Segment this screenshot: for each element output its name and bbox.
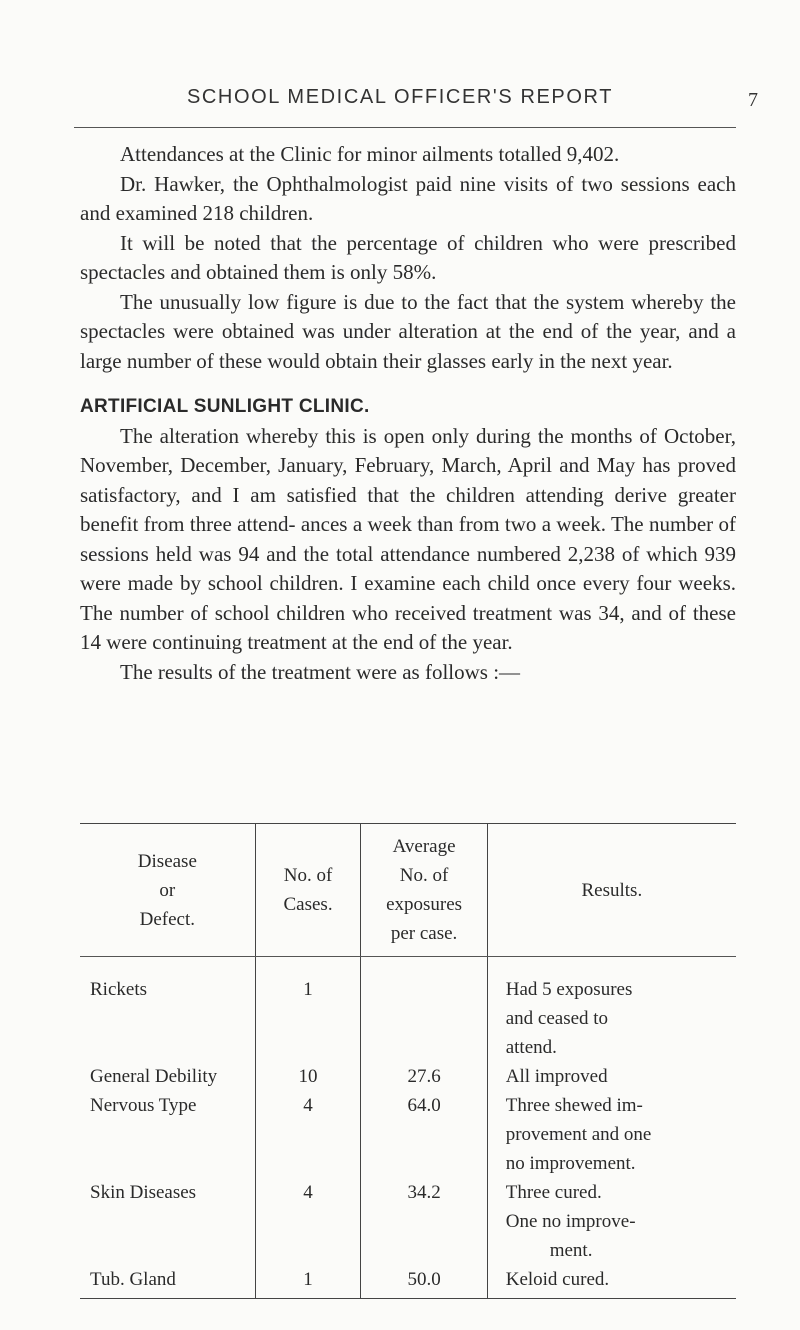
paragraph-minor-ailments: Attendances at the Clinic for minor ailments totalled 9,402.	[120, 142, 620, 166]
table-row	[80, 957, 736, 1063]
cell-cases: 4	[255, 1091, 361, 1178]
running-title: SCHOOL MEDICAL OFFICER'S REPORT	[186, 86, 614, 108]
header-text: Defect.	[139, 908, 196, 930]
result-line: Keloid cured.	[505, 1269, 610, 1290]
report-body	[80, 140, 736, 687]
result-line: and ceased to	[505, 1008, 609, 1029]
cell-average: 27.6	[361, 1062, 487, 1091]
result-line: All improved	[505, 1066, 608, 1087]
result-line: Three shewed im-	[505, 1095, 643, 1116]
paragraph-ophthalmologist: Dr. Hawker, the Ophthalmologist paid nine visits of two sessions each and examined 218 children.	[80, 171, 736, 225]
table-row	[80, 1178, 736, 1265]
cell-results	[487, 957, 736, 1063]
cell-disease: Rickets	[90, 979, 147, 1000]
paragraph-spectacles-percentage: It will be noted that the percentage of children who were prescribed spectacles and obtained them is only 58%.	[80, 230, 736, 284]
header-text: exposures	[386, 894, 463, 915]
header-text: per case.	[390, 923, 458, 944]
cell-cases: 10	[255, 1062, 361, 1091]
header-rule	[74, 127, 736, 128]
header-cases	[255, 824, 361, 957]
cell-cases: 1	[255, 1265, 361, 1299]
header-text: No. of	[283, 865, 333, 886]
cell-average	[361, 957, 487, 1063]
cell-results	[487, 1178, 736, 1265]
cell-results	[487, 1091, 736, 1178]
cell-disease: Skin Diseases	[90, 1182, 197, 1203]
section-heading: ARTIFICIAL SUNLIGHT CLINIC.	[80, 396, 370, 417]
result-line: no improvement.	[505, 1153, 636, 1174]
table-row	[80, 1091, 736, 1178]
page-header	[0, 86, 800, 118]
header-text: Disease	[137, 850, 197, 872]
header-text: Cases.	[283, 894, 333, 915]
results-table	[80, 823, 736, 1299]
result-line: ment.	[549, 1240, 593, 1261]
header-text: Results.	[581, 879, 643, 901]
cell-cases: 1	[255, 957, 361, 1063]
paragraph-results-intro: The results of the treatment were as follows :—	[120, 659, 521, 684]
cell-average: 64.0	[361, 1091, 487, 1178]
header-text: Average	[392, 836, 456, 857]
cell-cases: 4	[255, 1178, 361, 1265]
result-line: attend.	[505, 1037, 557, 1058]
cell-results	[487, 1265, 736, 1299]
table-row	[80, 1062, 736, 1091]
header-average-exposures	[361, 824, 487, 957]
header-text: or	[159, 879, 176, 901]
header-text: No. of	[399, 865, 449, 886]
table-row	[80, 1265, 736, 1299]
header-disease	[80, 824, 255, 957]
result-line: Three cured.	[505, 1182, 602, 1203]
cell-average: 34.2	[361, 1178, 487, 1265]
result-line: Had 5 exposures	[505, 979, 633, 1000]
cell-disease: Tub. Gland	[80, 1265, 255, 1299]
result-line: One no improve-	[505, 1211, 636, 1232]
table-header-row	[80, 824, 736, 957]
result-line: provement and one	[505, 1124, 652, 1145]
cell-disease: Nervous Type	[90, 1095, 197, 1116]
cell-results	[487, 1062, 736, 1091]
paragraph-low-figure: The unusually low figure is due to the fact that the system whereby the spectacles were obtained was under alteration at the end of the year, and a large number of these would obtain their glasses early in the next year.	[80, 289, 736, 373]
header-results	[487, 824, 736, 957]
paragraph-sunlight-clinic: The alteration whereby this is open only during the months of October, November, December, January, February, March, April and May has proved satisfactory, and I am satisfied that the children attending derive greater benefit from three attend- ances a week than from two a week. The number of sessions held was 94 and the total attendance numbered 2,238 of which 939 were made by school children. I examine each child once every four weeks. The number of school children who received treatment was 34, and of these 14 were continuing treatment at the end of the year.	[80, 423, 736, 654]
cell-disease: General Debility	[90, 1066, 218, 1087]
cell-average: 50.0	[361, 1265, 487, 1299]
page-number: 7	[748, 89, 758, 111]
